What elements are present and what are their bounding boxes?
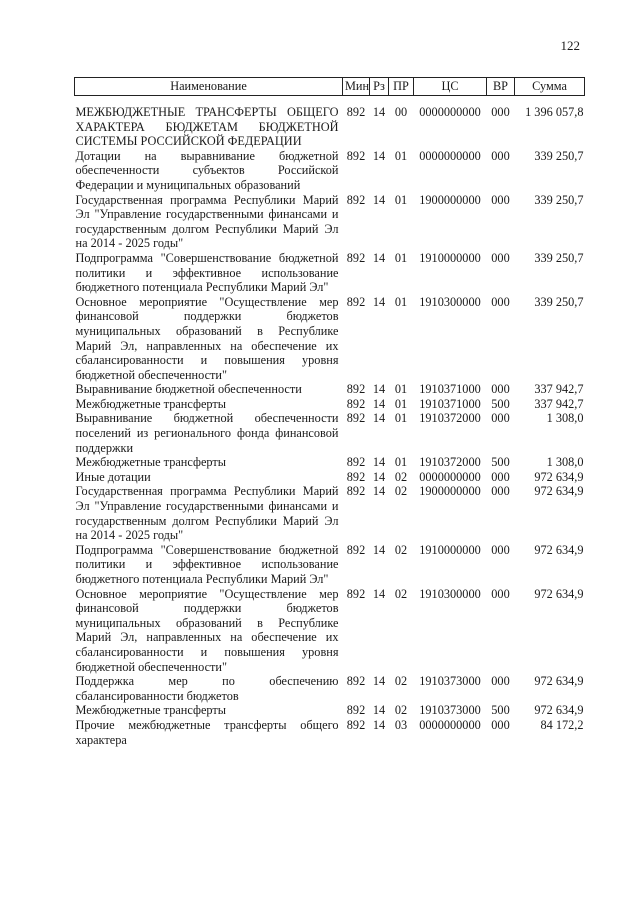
row-min: 892 bbox=[346, 148, 366, 163]
row-pr: 01 bbox=[394, 455, 408, 470]
row-sum: 1 308,0 bbox=[546, 455, 584, 470]
row-min: 892 bbox=[346, 411, 366, 426]
row-name: Дотации на выравнивание бюджетной обеспеченности субъектов Российской Федерации и муниципальных образований bbox=[75, 148, 339, 192]
row-cs: 1910372000 bbox=[419, 411, 481, 426]
row-pr: 01 bbox=[394, 250, 408, 265]
row-name: Государственная программа Республики Марий Эл "Управление государственными финансами и государственным долгом Республики Марий Эл на 2014 - 2025 годы" bbox=[75, 484, 339, 543]
row-name: Прочие межбюджетные трансферты общего характера bbox=[75, 717, 339, 747]
row-cs: 0000000000 bbox=[419, 469, 481, 484]
row-sum: 972 634,9 bbox=[534, 542, 584, 557]
row-name: Государственная программа Республики Марий Эл "Управление государственными финансами и государственным долгом Республики Марий Эл на 2014 - 2025 годы" bbox=[75, 192, 339, 251]
row-sum: 339 250,7 bbox=[534, 294, 584, 309]
row-cs: 1910373000 bbox=[419, 674, 481, 689]
row-vr: 000 bbox=[491, 469, 510, 484]
table-body bbox=[75, 96, 585, 748]
row-vr: 000 bbox=[491, 674, 510, 689]
row-name: Подпрограмма "Совершенствование бюджетной политики и эффективное использование бюджетного потенциала Республики Марий Эл" bbox=[75, 542, 339, 586]
row-rz: 14 bbox=[372, 411, 386, 426]
row-rz: 14 bbox=[372, 382, 386, 397]
table-row bbox=[75, 455, 585, 470]
row-pr: 01 bbox=[394, 294, 408, 309]
row-rz: 14 bbox=[372, 674, 386, 689]
row-rz: 14 bbox=[372, 105, 386, 119]
row-sum: 972 634,9 bbox=[534, 674, 584, 689]
row-rz: 14 bbox=[372, 703, 386, 718]
row-rz: 14 bbox=[372, 542, 386, 557]
row-rz: 14 bbox=[372, 192, 386, 207]
row-name: Подпрограмма "Совершенствование бюджетной политики и эффективное использование бюджетного потенциала Республики Марий Эл" bbox=[75, 250, 339, 295]
table-row bbox=[75, 96, 585, 149]
row-rz: 14 bbox=[372, 148, 386, 163]
table-row bbox=[75, 295, 585, 383]
row-cs: 0000000000 bbox=[419, 717, 481, 732]
row-min: 892 bbox=[346, 192, 366, 207]
table-row bbox=[75, 470, 585, 485]
row-sum: 337 942,7 bbox=[534, 396, 584, 411]
header-sum: Сумма bbox=[515, 78, 585, 96]
row-pr: 01 bbox=[394, 192, 408, 207]
row-min: 892 bbox=[346, 250, 366, 265]
row-vr: 000 bbox=[491, 105, 510, 119]
row-pr: 02 bbox=[394, 469, 408, 484]
row-rz: 14 bbox=[372, 717, 386, 732]
row-rz: 14 bbox=[372, 396, 386, 411]
header-name: Наименование bbox=[75, 78, 343, 96]
row-sum: 972 634,9 bbox=[534, 484, 584, 499]
row-pr: 01 bbox=[394, 148, 408, 163]
row-rz: 14 bbox=[372, 250, 386, 265]
row-cs: 1910000000 bbox=[419, 250, 481, 265]
row-vr: 500 bbox=[491, 455, 510, 470]
row-vr: 500 bbox=[491, 396, 510, 411]
row-sum: 339 250,7 bbox=[534, 192, 584, 207]
row-min: 892 bbox=[346, 294, 366, 309]
table-row bbox=[75, 543, 585, 587]
header-rz: Рз bbox=[370, 78, 389, 96]
row-name: Межбюджетные трансферты bbox=[75, 455, 227, 470]
table-row bbox=[75, 193, 585, 251]
row-pr: 01 bbox=[394, 411, 408, 426]
row-sum: 337 942,7 bbox=[534, 382, 584, 397]
table-row bbox=[75, 382, 585, 397]
table-row bbox=[75, 397, 585, 412]
page-number: 122 bbox=[560, 38, 580, 53]
row-vr: 000 bbox=[491, 294, 510, 309]
row-vr: 000 bbox=[491, 382, 510, 397]
row-rz: 14 bbox=[372, 469, 386, 484]
row-min: 892 bbox=[346, 674, 366, 689]
row-rz: 14 bbox=[372, 294, 386, 309]
row-cs: 1910373000 bbox=[419, 703, 481, 718]
row-cs: 1910300000 bbox=[419, 586, 481, 601]
row-pr: 02 bbox=[394, 542, 408, 557]
row-vr: 000 bbox=[491, 250, 510, 265]
row-cs: 0000000000 bbox=[419, 148, 481, 163]
row-cs: 1910371000 bbox=[419, 396, 481, 411]
row-vr: 000 bbox=[491, 148, 510, 163]
header-cs: ЦС bbox=[414, 78, 487, 96]
row-cs: 1910372000 bbox=[419, 455, 481, 470]
row-min: 892 bbox=[346, 586, 366, 601]
row-cs: 0000000000 bbox=[419, 105, 481, 119]
row-vr: 000 bbox=[491, 411, 510, 426]
header-pr: ПР bbox=[389, 78, 414, 96]
row-rz: 14 bbox=[372, 455, 386, 470]
row-min: 892 bbox=[346, 484, 366, 499]
row-vr: 000 bbox=[491, 586, 510, 601]
row-min: 892 bbox=[346, 542, 366, 557]
row-name: МЕЖБЮДЖЕТНЫЕ ТРАНСФЕРТЫ ОБЩЕГО ХАРАКТЕРА БЮДЖЕТАМ БЮДЖЕТНОЙ СИСТЕМЫ РОССИЙСКОЙ ФЕДЕРАЦИИ bbox=[75, 105, 339, 149]
header-vr: ВР bbox=[487, 78, 515, 96]
row-rz: 14 bbox=[372, 484, 386, 499]
table-header-row bbox=[75, 78, 585, 96]
row-name: Основное мероприятие "Осуществление мер финансовой поддержки бюджетов муниципальных образований в Республике Марий Эл, направленных на обеспечение их сбалансированности и повышения уровня бюджетной обеспеченности" bbox=[75, 586, 339, 674]
row-name: Основное мероприятие "Осуществление мер финансовой поддержки бюджетов муниципальных образований в Республике Марий Эл, направленных на обеспечение их сбалансированности и повышения уровня бюджетной обеспеченности" bbox=[75, 294, 339, 382]
row-name: Иные дотации bbox=[75, 469, 151, 484]
row-min: 892 bbox=[346, 455, 366, 470]
row-min: 892 bbox=[346, 717, 366, 732]
table-row bbox=[75, 149, 585, 193]
row-vr: 000 bbox=[491, 192, 510, 207]
row-pr: 02 bbox=[394, 586, 408, 601]
row-min: 892 bbox=[346, 382, 366, 397]
row-vr: 000 bbox=[491, 484, 510, 499]
row-name: Поддержка мер по обеспечению сбалансированности бюджетов bbox=[75, 674, 339, 703]
header-min: Мин bbox=[343, 78, 370, 96]
budget-table bbox=[74, 77, 585, 747]
row-cs: 1910371000 bbox=[419, 382, 481, 397]
row-rz: 14 bbox=[372, 586, 386, 601]
row-sum: 972 634,9 bbox=[534, 469, 584, 484]
row-vr: 000 bbox=[491, 542, 510, 557]
row-min: 892 bbox=[346, 703, 366, 718]
row-min: 892 bbox=[346, 105, 366, 119]
row-pr: 01 bbox=[394, 382, 408, 397]
table-row bbox=[75, 587, 585, 675]
table-row bbox=[75, 484, 585, 542]
table-row bbox=[75, 251, 585, 295]
row-sum: 972 634,9 bbox=[534, 703, 584, 718]
row-name: Межбюджетные трансферты bbox=[75, 396, 227, 411]
row-pr: 02 bbox=[394, 703, 408, 718]
row-vr: 500 bbox=[491, 703, 510, 718]
table-row bbox=[75, 703, 585, 718]
row-cs: 1910300000 bbox=[419, 294, 481, 309]
table-row bbox=[75, 718, 585, 747]
row-min: 892 bbox=[346, 396, 366, 411]
row-name: Выравнивание бюджетной обеспеченности bbox=[75, 382, 302, 397]
row-pr: 03 bbox=[394, 717, 408, 732]
row-vr: 000 bbox=[491, 717, 510, 732]
table-row bbox=[75, 411, 585, 455]
table-row bbox=[75, 674, 585, 703]
row-sum: 339 250,7 bbox=[534, 250, 584, 265]
row-name: Выравнивание бюджетной обеспеченности поселений из регионального фонда финансовой поддержки bbox=[75, 411, 339, 455]
row-sum: 972 634,9 bbox=[534, 586, 584, 601]
row-pr: 00 bbox=[394, 105, 408, 119]
row-cs: 1900000000 bbox=[419, 192, 481, 207]
row-pr: 02 bbox=[394, 484, 408, 499]
row-min: 892 bbox=[346, 469, 366, 484]
row-sum: 1 308,0 bbox=[546, 411, 584, 426]
row-pr: 02 bbox=[394, 674, 408, 689]
row-cs: 1910000000 bbox=[419, 542, 481, 557]
row-sum: 1 396 057,8 bbox=[525, 105, 584, 119]
row-pr: 01 bbox=[394, 396, 408, 411]
row-name: Межбюджетные трансферты bbox=[75, 703, 227, 718]
row-sum: 339 250,7 bbox=[534, 148, 584, 163]
row-sum: 84 172,2 bbox=[540, 717, 584, 732]
row-cs: 1900000000 bbox=[419, 484, 481, 499]
